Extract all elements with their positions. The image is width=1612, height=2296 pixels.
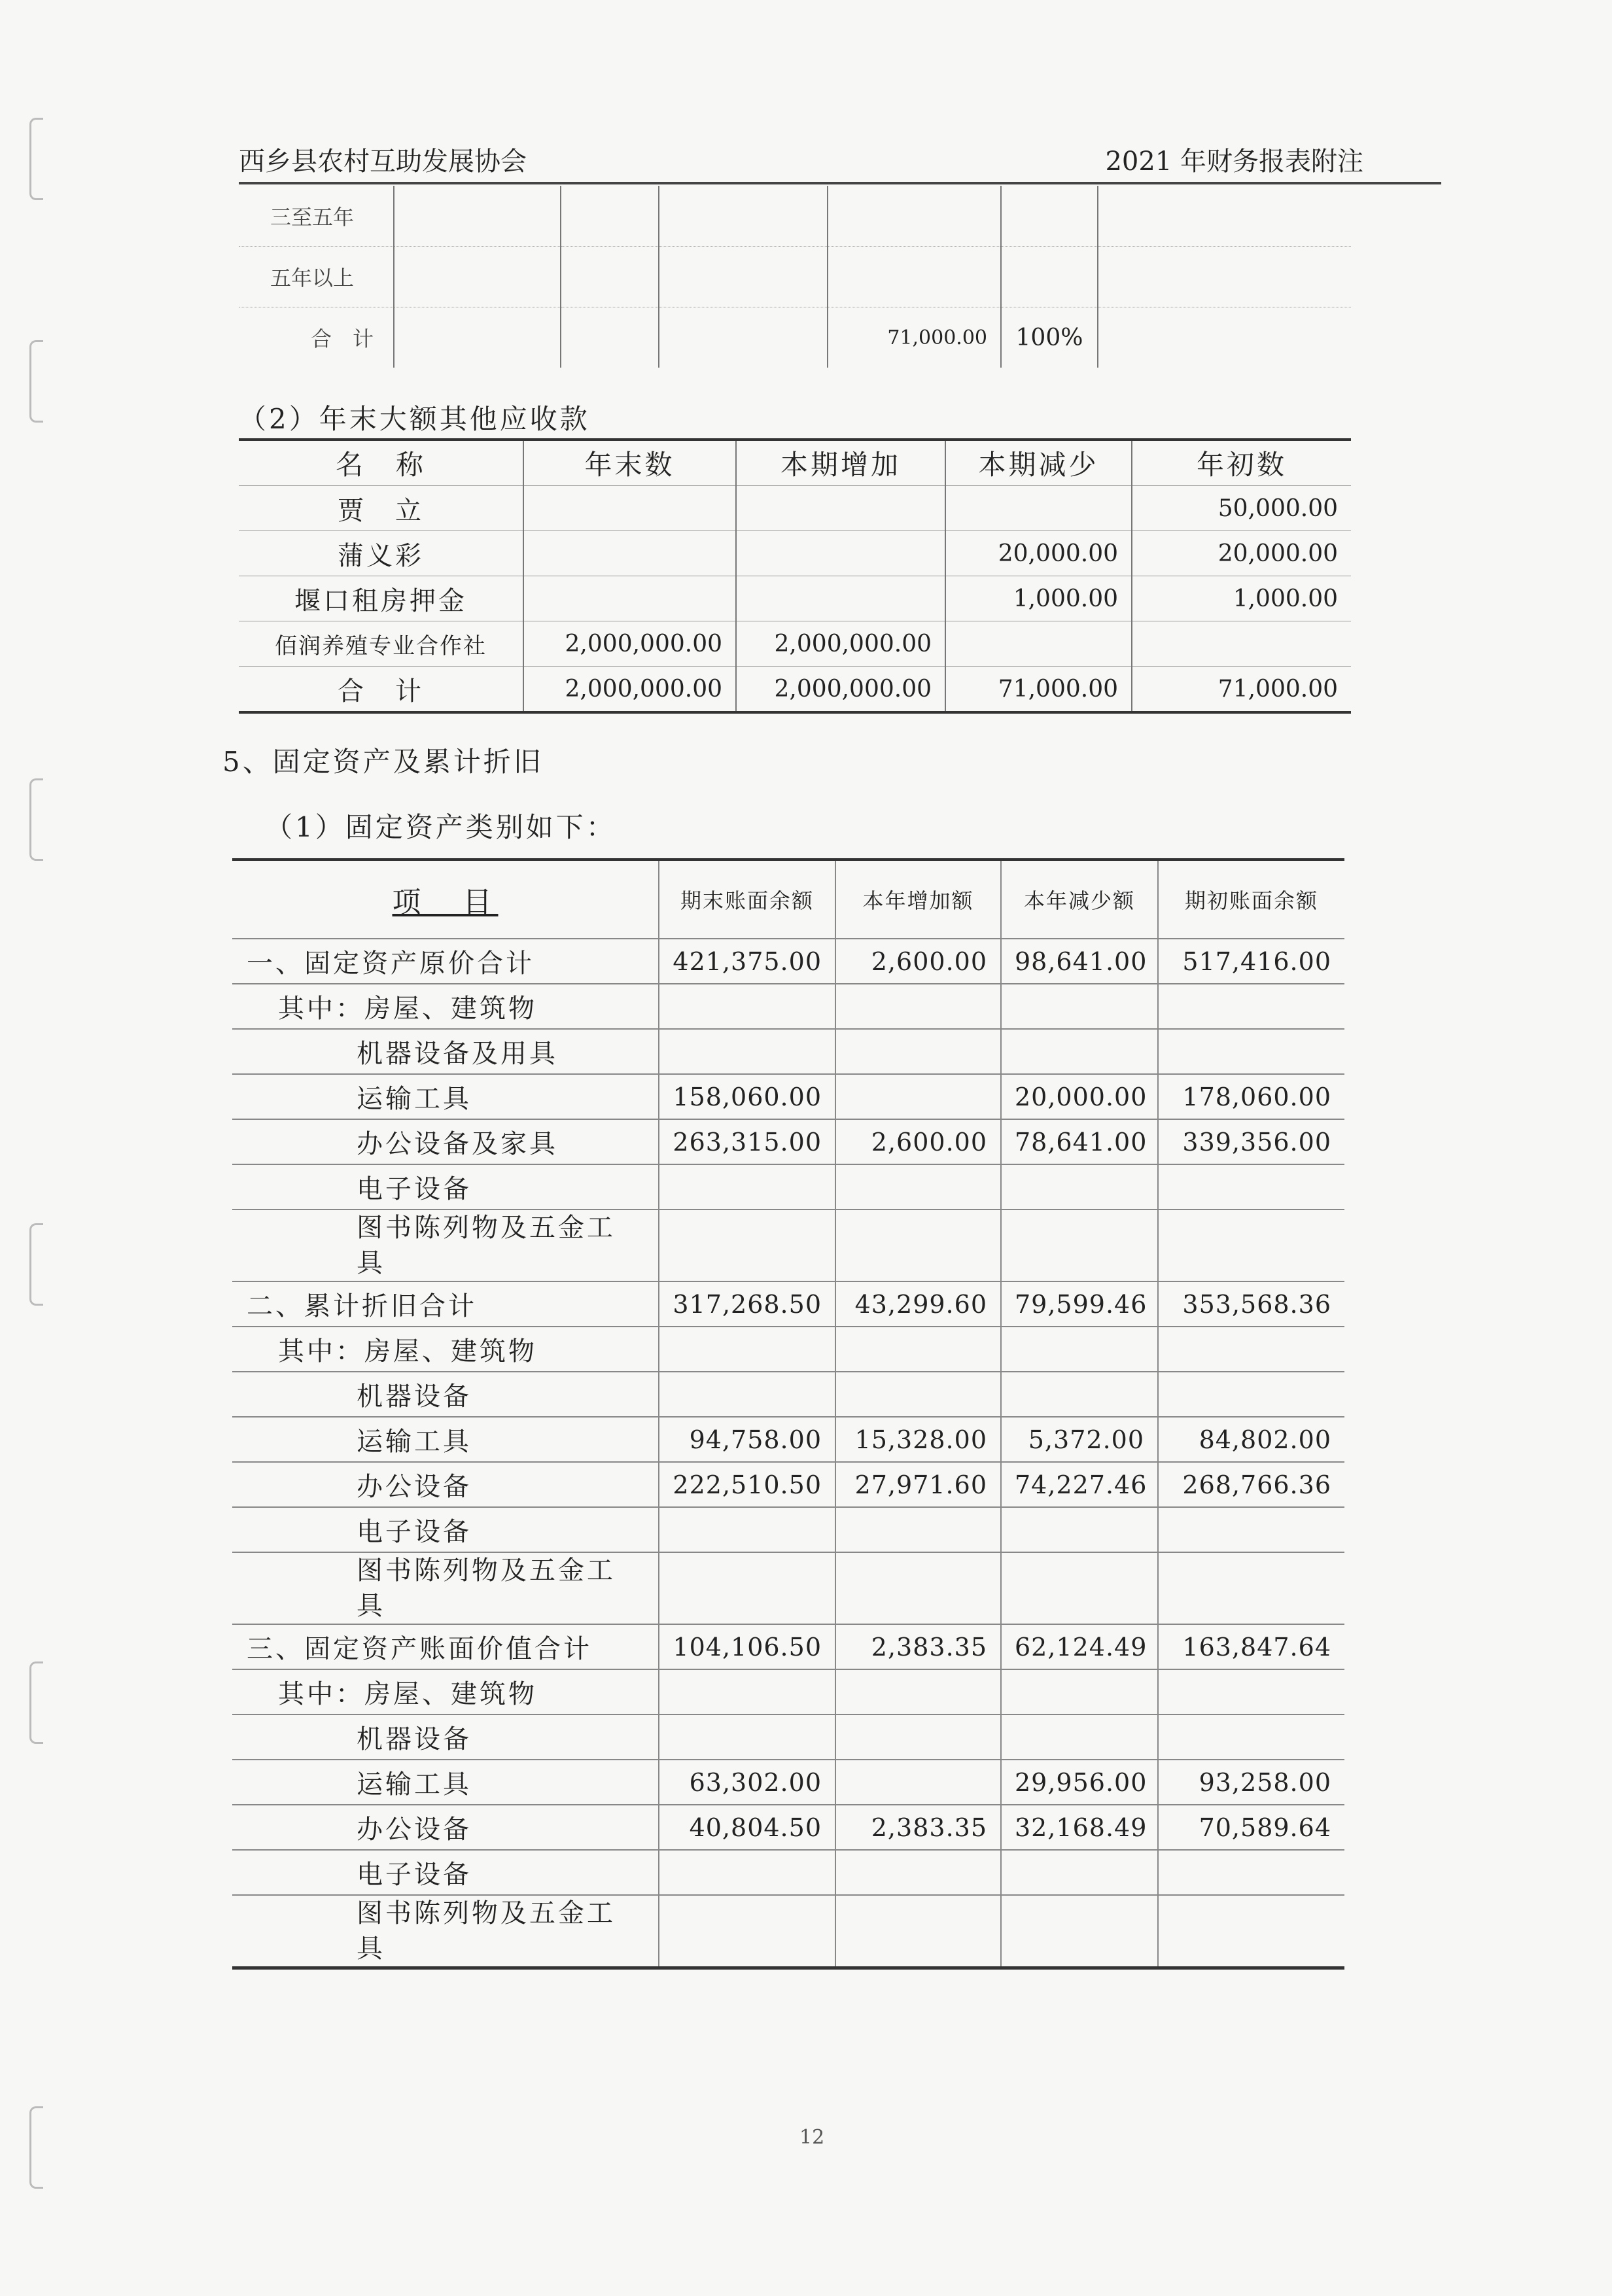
table-row bbox=[239, 307, 1351, 368]
binder-mark bbox=[29, 2106, 43, 2189]
amount-cell bbox=[1001, 1714, 1158, 1760]
amount-cell bbox=[659, 1850, 835, 1895]
column-header: 名 称 bbox=[239, 440, 523, 486]
fixed-assets-table bbox=[232, 858, 1344, 1970]
amount-cell bbox=[835, 1507, 1001, 1552]
table-row bbox=[239, 247, 1351, 307]
amount-cell bbox=[1158, 1029, 1344, 1074]
item-label-cell: 办公设备及家具 bbox=[232, 1119, 659, 1164]
amount-cell bbox=[835, 1895, 1001, 1968]
amount-cell bbox=[659, 1714, 835, 1760]
table-row bbox=[232, 1372, 1344, 1417]
item-label-cell: 机器设备 bbox=[232, 1714, 659, 1760]
amount-cell: 5,372.00 bbox=[1001, 1417, 1158, 1462]
amount-cell bbox=[835, 1372, 1001, 1417]
ratio-cell: 100% bbox=[1001, 307, 1098, 368]
row-label: 三至五年 bbox=[239, 186, 394, 247]
section-title-fixed-assets: 5、固定资产及累计折旧 bbox=[222, 746, 544, 778]
value-cell bbox=[736, 531, 945, 576]
item-label-cell: 一、固定资产原价合计 bbox=[232, 939, 659, 984]
item-label-cell: 图书陈列物及五金工具 bbox=[232, 1209, 659, 1281]
column-header: 年末数 bbox=[523, 440, 736, 486]
column-header: 本年增加额 bbox=[835, 860, 1001, 939]
column-header: 年初数 bbox=[1132, 440, 1351, 486]
table-header-row bbox=[232, 860, 1344, 939]
value-cell bbox=[736, 576, 945, 621]
amount-cell bbox=[835, 1029, 1001, 1074]
amount-cell bbox=[1158, 1164, 1344, 1209]
value-cell: 2,000,000.00 bbox=[736, 621, 945, 667]
amount-cell bbox=[1158, 1714, 1344, 1760]
amount-cell bbox=[835, 1327, 1001, 1372]
amount-cell bbox=[659, 1669, 835, 1714]
amount-cell bbox=[659, 1372, 835, 1417]
header-org: 西乡县农村互助发展协会 bbox=[239, 147, 527, 177]
table-row bbox=[239, 486, 1351, 531]
subsection-title: （1）固定资产类别如下： bbox=[265, 811, 616, 843]
amount-cell bbox=[659, 1507, 835, 1552]
amount-cell: 421,375.00 bbox=[659, 939, 835, 984]
column-header: 本期增加 bbox=[736, 440, 945, 486]
item-label-cell: 其中：房屋、建筑物 bbox=[232, 984, 659, 1029]
amount-cell bbox=[1001, 1327, 1158, 1372]
amount-cell: 339,356.00 bbox=[1158, 1119, 1344, 1164]
table-row bbox=[232, 1552, 1344, 1624]
name-cell: 佰润养殖专业合作社 bbox=[239, 621, 523, 667]
amount-cell bbox=[835, 984, 1001, 1029]
page-number: 12 bbox=[799, 2126, 825, 2149]
amount-cell bbox=[835, 1164, 1001, 1209]
item-label-cell: 三、固定资产账面价值合计 bbox=[232, 1624, 659, 1669]
value-cell: 50,000.00 bbox=[1132, 486, 1351, 531]
amount-cell: 268,766.36 bbox=[1158, 1462, 1344, 1507]
amount-cell: 15,328.00 bbox=[835, 1417, 1001, 1462]
table-row bbox=[232, 1760, 1344, 1805]
amount-cell: 2,600.00 bbox=[835, 1119, 1001, 1164]
amount-cell bbox=[1158, 1850, 1344, 1895]
table-row bbox=[232, 1462, 1344, 1507]
amount-cell bbox=[1158, 1209, 1344, 1281]
value-cell: 71,000.00 bbox=[945, 667, 1132, 713]
table-row bbox=[232, 1669, 1344, 1714]
amount-cell: 263,315.00 bbox=[659, 1119, 835, 1164]
item-label-cell: 图书陈列物及五金工具 bbox=[232, 1895, 659, 1968]
amount-cell bbox=[835, 1209, 1001, 1281]
amount-cell: 43,299.60 bbox=[835, 1281, 1001, 1327]
value-cell bbox=[945, 621, 1132, 667]
amount-cell: 93,258.00 bbox=[1158, 1760, 1344, 1805]
amount-cell bbox=[659, 984, 835, 1029]
item-label-cell: 电子设备 bbox=[232, 1850, 659, 1895]
table-row bbox=[232, 1029, 1344, 1074]
binder-mark bbox=[29, 1661, 43, 1744]
amount-cell bbox=[1158, 1372, 1344, 1417]
item-label-cell: 办公设备 bbox=[232, 1462, 659, 1507]
column-header: 本年减少额 bbox=[1001, 860, 1158, 939]
column-header: 期末账面余额 bbox=[659, 860, 835, 939]
amount-cell: 94,758.00 bbox=[659, 1417, 835, 1462]
amount-cell: 517,416.00 bbox=[1158, 939, 1344, 984]
other-receivables-table bbox=[239, 438, 1351, 714]
amount-cell: 178,060.00 bbox=[1158, 1074, 1344, 1119]
table-row bbox=[239, 531, 1351, 576]
amount-cell: 79,599.46 bbox=[1001, 1281, 1158, 1327]
table-row bbox=[232, 1507, 1344, 1552]
item-label-cell: 办公设备 bbox=[232, 1805, 659, 1850]
amount-cell: 84,802.00 bbox=[1158, 1417, 1344, 1462]
amount-cell: 74,227.46 bbox=[1001, 1462, 1158, 1507]
table-row bbox=[232, 1850, 1344, 1895]
value-cell: 20,000.00 bbox=[1132, 531, 1351, 576]
item-label-cell: 运输工具 bbox=[232, 1074, 659, 1119]
amount-cell bbox=[835, 1552, 1001, 1624]
amount-cell bbox=[1158, 984, 1344, 1029]
aging-table bbox=[239, 186, 1351, 368]
value-cell: 2,000,000.00 bbox=[523, 621, 736, 667]
table-row bbox=[232, 1805, 1344, 1850]
amount-cell: 317,268.50 bbox=[659, 1281, 835, 1327]
item-label-cell: 运输工具 bbox=[232, 1760, 659, 1805]
amount-cell bbox=[1001, 1669, 1158, 1714]
section-title-other-receivables: （2）年末大额其他应收款 bbox=[239, 403, 590, 435]
amount-cell bbox=[659, 1029, 835, 1074]
table-row bbox=[232, 984, 1344, 1029]
amount-cell bbox=[835, 1074, 1001, 1119]
item-label-cell: 图书陈列物及五金工具 bbox=[232, 1552, 659, 1624]
amount-cell bbox=[1001, 1850, 1158, 1895]
value-cell: 2,000,000.00 bbox=[523, 667, 736, 713]
table-row bbox=[232, 1895, 1344, 1968]
amount-cell: 70,589.64 bbox=[1158, 1805, 1344, 1850]
table-row bbox=[239, 186, 1351, 247]
amount-cell: 29,956.00 bbox=[1001, 1760, 1158, 1805]
item-label-cell: 其中：房屋、建筑物 bbox=[232, 1327, 659, 1372]
amount-cell bbox=[835, 1714, 1001, 1760]
table-row bbox=[232, 1624, 1344, 1669]
table-row bbox=[232, 939, 1344, 984]
table-row bbox=[232, 1714, 1344, 1760]
fixed-assets-body bbox=[232, 939, 1344, 1968]
amount-cell: 71,000.00 bbox=[828, 307, 1001, 368]
name-cell: 堰口租房押金 bbox=[239, 576, 523, 621]
value-cell bbox=[523, 576, 736, 621]
column-header: 期初账面余额 bbox=[1158, 860, 1344, 939]
amount-cell bbox=[1001, 1895, 1158, 1968]
ratio-cell bbox=[1001, 186, 1098, 247]
amount-cell bbox=[659, 1895, 835, 1968]
amount-cell: 158,060.00 bbox=[659, 1074, 835, 1119]
amount-cell bbox=[1001, 1164, 1158, 1209]
item-label-cell: 机器设备及用具 bbox=[232, 1029, 659, 1074]
amount-cell bbox=[1001, 984, 1158, 1029]
amount-cell bbox=[659, 1552, 835, 1624]
table-row bbox=[232, 1074, 1344, 1119]
amount-cell: 78,641.00 bbox=[1001, 1119, 1158, 1164]
amount-cell: 2,383.35 bbox=[835, 1805, 1001, 1850]
value-cell bbox=[523, 531, 736, 576]
value-cell: 71,000.00 bbox=[1132, 667, 1351, 713]
amount-cell bbox=[835, 1850, 1001, 1895]
table-row bbox=[232, 1119, 1344, 1164]
amount-cell: 2,383.35 bbox=[835, 1624, 1001, 1669]
table-row bbox=[232, 1164, 1344, 1209]
value-cell bbox=[736, 486, 945, 531]
amount-cell: 2,600.00 bbox=[835, 939, 1001, 984]
amount-cell bbox=[1001, 1209, 1158, 1281]
item-label-cell: 二、累计折旧合计 bbox=[232, 1281, 659, 1327]
table-row bbox=[232, 1209, 1344, 1281]
name-cell: 蒲义彩 bbox=[239, 531, 523, 576]
binder-mark bbox=[29, 340, 43, 423]
amount-cell: 104,106.50 bbox=[659, 1624, 835, 1669]
value-cell: 1,000.00 bbox=[1132, 576, 1351, 621]
item-label-cell: 运输工具 bbox=[232, 1417, 659, 1462]
amount-cell bbox=[659, 1327, 835, 1372]
amount-cell bbox=[1158, 1507, 1344, 1552]
item-label-cell: 机器设备 bbox=[232, 1372, 659, 1417]
amount-cell bbox=[835, 1760, 1001, 1805]
binder-mark bbox=[29, 1223, 43, 1306]
amount-cell bbox=[1001, 1552, 1158, 1624]
amount-cell: 62,124.49 bbox=[1001, 1624, 1158, 1669]
column-header: 本期减少 bbox=[945, 440, 1132, 486]
table-row bbox=[239, 576, 1351, 621]
item-label-cell: 电子设备 bbox=[232, 1164, 659, 1209]
value-cell bbox=[523, 486, 736, 531]
value-cell bbox=[945, 486, 1132, 531]
value-cell bbox=[1132, 621, 1351, 667]
amount-cell bbox=[1001, 1029, 1158, 1074]
amount-cell: 20,000.00 bbox=[1001, 1074, 1158, 1119]
item-label-cell: 其中：房屋、建筑物 bbox=[232, 1669, 659, 1714]
name-cell: 合 计 bbox=[239, 667, 523, 713]
amount-cell bbox=[1158, 1327, 1344, 1372]
amount-cell: 163,847.64 bbox=[1158, 1624, 1344, 1669]
name-cell: 贾 立 bbox=[239, 486, 523, 531]
row-label: 合 计 bbox=[239, 307, 394, 368]
value-cell: 20,000.00 bbox=[945, 531, 1132, 576]
amount-cell bbox=[1001, 1372, 1158, 1417]
table-row bbox=[232, 1281, 1344, 1327]
value-cell: 1,000.00 bbox=[945, 576, 1132, 621]
value-cell: 2,000,000.00 bbox=[736, 667, 945, 713]
amount-cell: 27,971.60 bbox=[835, 1462, 1001, 1507]
amount-cell bbox=[659, 1209, 835, 1281]
table-row bbox=[239, 667, 1351, 713]
amount-cell: 63,302.00 bbox=[659, 1760, 835, 1805]
binder-mark bbox=[29, 778, 43, 861]
table-header-row bbox=[239, 440, 1351, 486]
amount-cell bbox=[828, 247, 1001, 307]
amount-cell bbox=[1158, 1552, 1344, 1624]
item-label-cell: 电子设备 bbox=[232, 1507, 659, 1552]
binder-mark bbox=[29, 118, 43, 200]
header-rule bbox=[239, 182, 1441, 184]
amount-cell bbox=[659, 1164, 835, 1209]
row-label: 五年以上 bbox=[239, 247, 394, 307]
amount-cell: 222,510.50 bbox=[659, 1462, 835, 1507]
header-doc-title: 2021 年财务报表附注 bbox=[1105, 147, 1363, 177]
ratio-cell bbox=[1001, 247, 1098, 307]
amount-cell bbox=[1158, 1669, 1344, 1714]
column-header: 项 目 bbox=[232, 860, 659, 939]
amount-cell bbox=[1001, 1507, 1158, 1552]
amount-cell bbox=[828, 186, 1001, 247]
amount-cell bbox=[1158, 1895, 1344, 1968]
amount-cell bbox=[835, 1669, 1001, 1714]
amount-cell: 32,168.49 bbox=[1001, 1805, 1158, 1850]
table-row bbox=[232, 1417, 1344, 1462]
table-row bbox=[232, 1327, 1344, 1372]
amount-cell: 353,568.36 bbox=[1158, 1281, 1344, 1327]
table-row bbox=[239, 621, 1351, 667]
amount-cell: 98,641.00 bbox=[1001, 939, 1158, 984]
amount-cell: 40,804.50 bbox=[659, 1805, 835, 1850]
